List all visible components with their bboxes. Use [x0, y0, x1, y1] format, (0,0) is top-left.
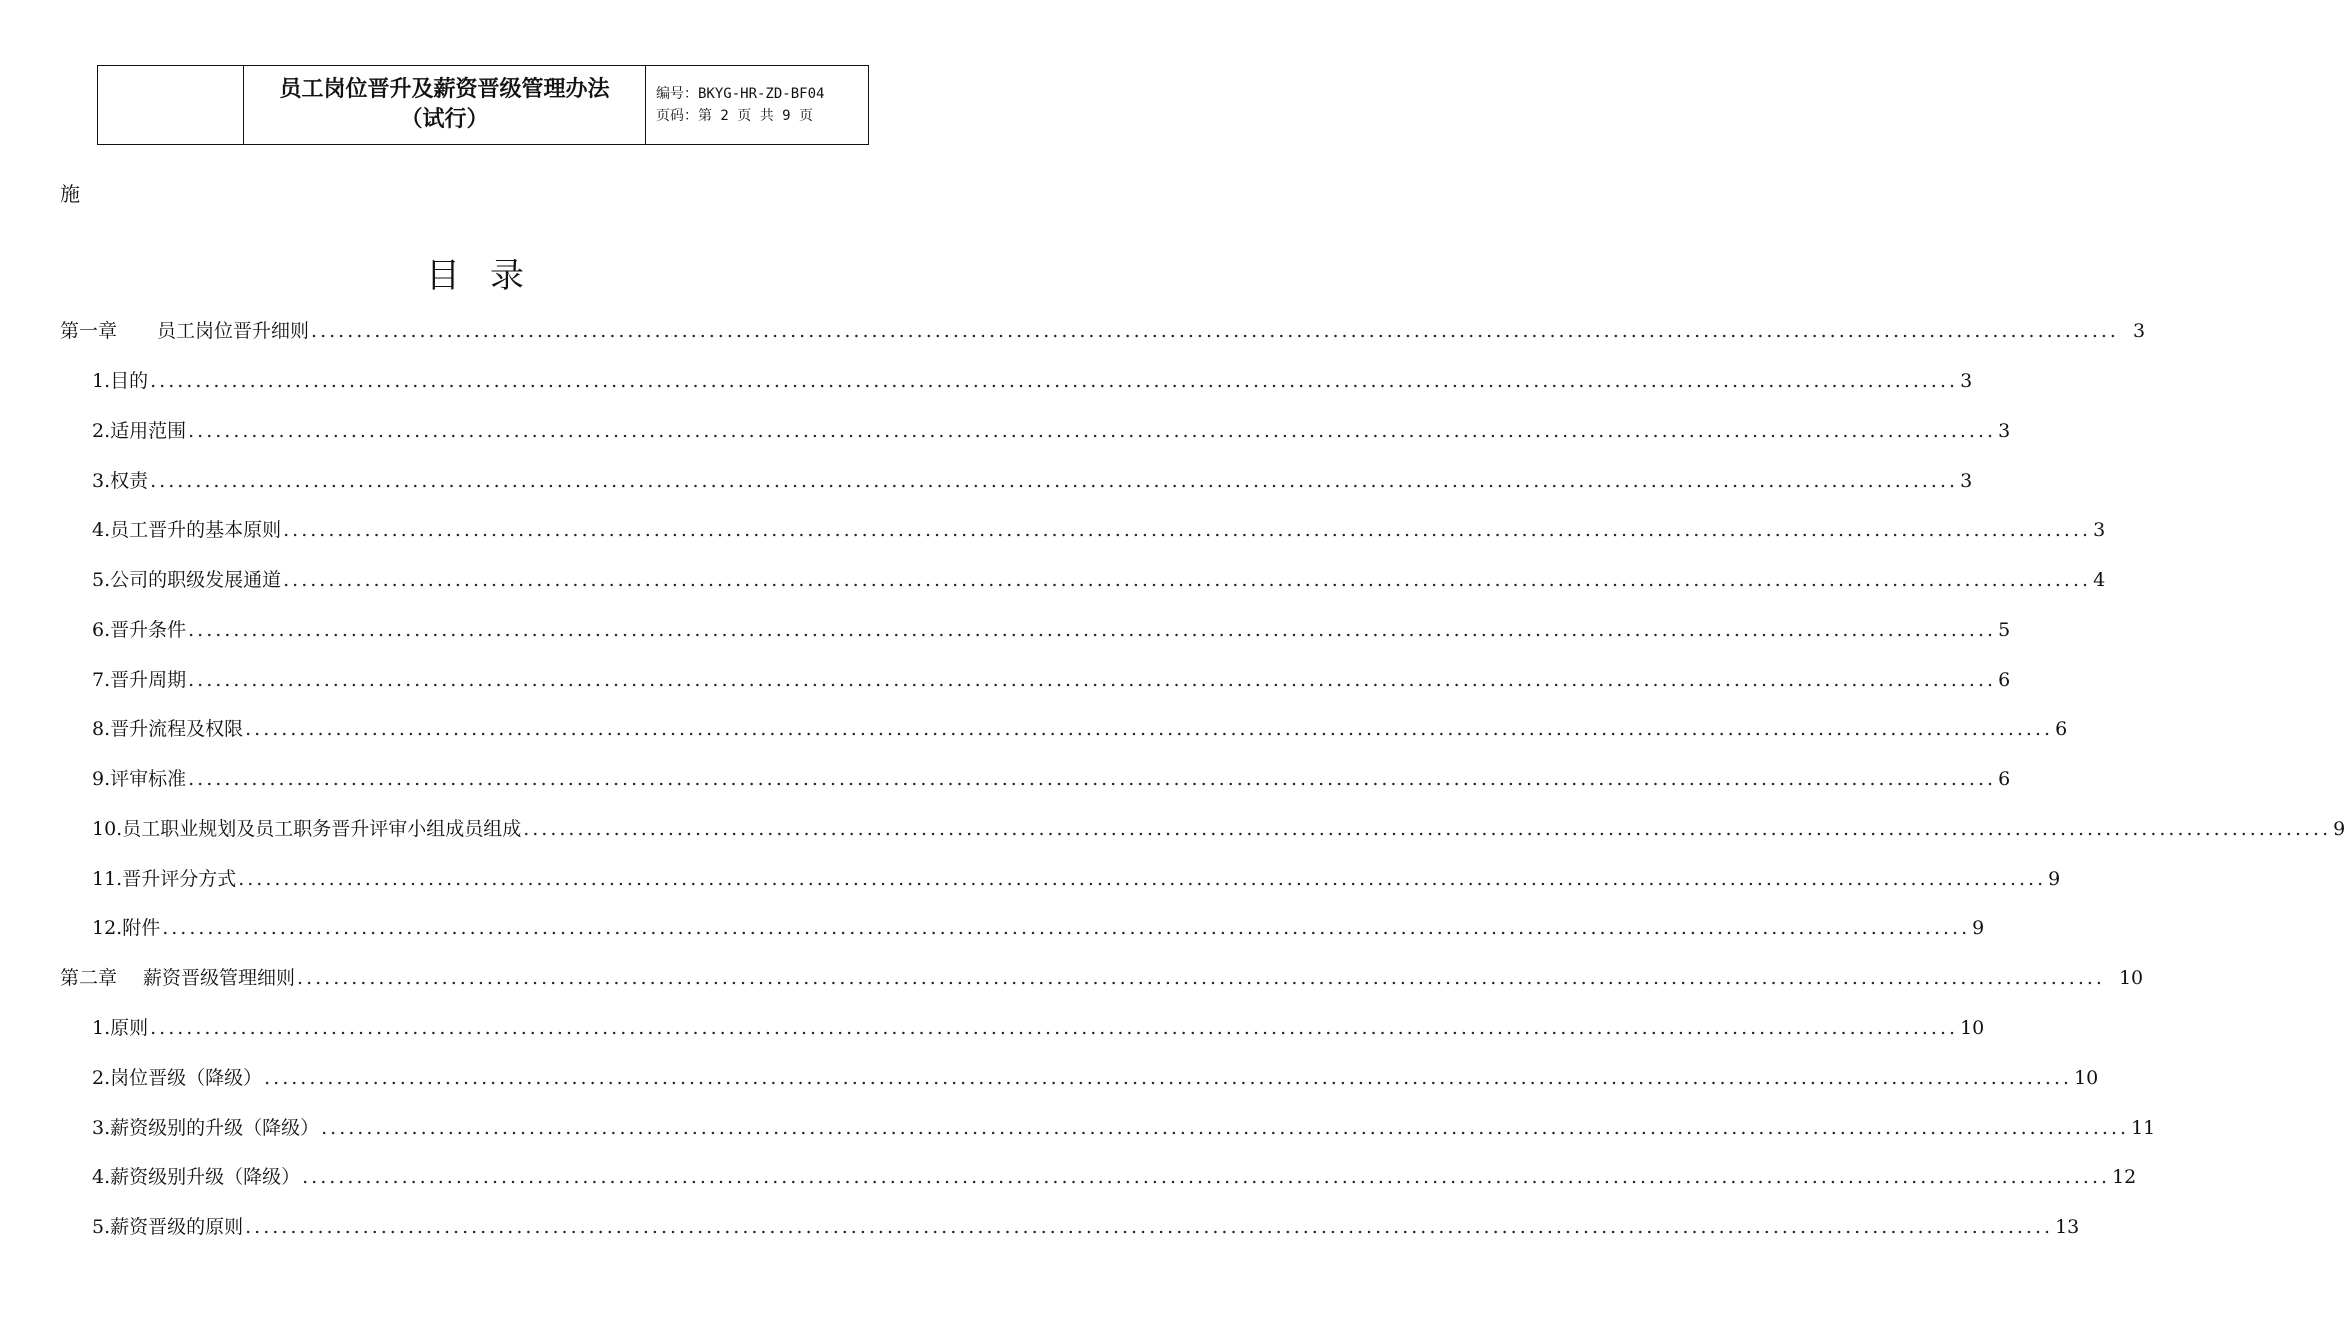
- toc-entry[interactable]: [92, 366, 1973, 396]
- toc-leader-dots: ........................................................................................................................................................................................................: [283, 519, 2092, 541]
- toc-page-number: 6: [2055, 718, 2068, 740]
- toc-leader-dots: ........................................................................................................................................................................................................: [264, 1067, 2073, 1089]
- toc-chapter-1[interactable]: [60, 316, 2146, 346]
- toc-leader-dots: ........................................................................................................................................................................................................: [245, 718, 2054, 740]
- toc-entry-label: 6.晋升条件: [92, 619, 187, 641]
- toc-entry[interactable]: [92, 466, 1973, 496]
- toc-page-number: 5: [1998, 619, 2011, 641]
- toc-page-number: 3: [1960, 370, 1973, 392]
- toc-entry[interactable]: [92, 714, 2068, 744]
- toc-page-number: 10: [1960, 1017, 1985, 1039]
- toc-entry[interactable]: [92, 814, 2345, 844]
- toc-entry-label: 10.员工职业规划及员工职务晋升评审小组成员组成: [92, 818, 522, 840]
- toc-entry-label: 5.公司的职级发展通道: [92, 569, 282, 591]
- toc-entry-label: 7.晋升周期: [92, 669, 187, 691]
- toc-chapter-label: 第一章: [60, 320, 118, 342]
- toc-entry[interactable]: [92, 864, 2061, 894]
- toc-entry[interactable]: [92, 565, 2106, 595]
- toc-entry-label: 4.薪资级别升级（降级）: [92, 1166, 301, 1188]
- toc-chapter-title: 薪资晋级管理细则: [143, 967, 296, 989]
- toc-entry-label: 4.员工晋升的基本原则: [92, 519, 282, 541]
- toc-page-number: 9: [1972, 917, 1985, 939]
- toc-entry-label: 2.适用范围: [92, 420, 187, 442]
- toc-title: 目录: [426, 256, 554, 296]
- toc-page-number: 3: [1960, 470, 1973, 492]
- toc-leader-dots: ........................................................................................................................................................................................................: [162, 917, 1971, 939]
- toc-leader-dots: ........................................................................................................................................................................................................: [188, 619, 1997, 641]
- toc-leader-dots: ........................................................................................................................................................................................................: [150, 1017, 1959, 1039]
- toc-page-number: 3: [2132, 320, 2146, 342]
- toc-entry[interactable]: [92, 764, 2011, 794]
- toc-leader-dots: ........................................................................................................................................................................................................: [150, 470, 1959, 492]
- toc-page-number: 9: [2333, 818, 2345, 840]
- toc-leader-dots: ........................................................................................................................................................................................................: [321, 1117, 2130, 1139]
- toc-entry[interactable]: [92, 416, 2011, 446]
- toc-entry[interactable]: [92, 615, 2011, 645]
- page-info: 页码：第 2 页 共 9 页: [656, 108, 814, 124]
- toc-page-number: 6: [1998, 669, 2011, 691]
- document-title-line2: （试行）: [400, 107, 489, 132]
- document-title-line1: 员工岗位晋升及薪资晋级管理办法: [279, 77, 610, 102]
- toc-page-number: 3: [1998, 420, 2011, 442]
- toc-page-number: 3: [2093, 519, 2106, 541]
- toc-entry[interactable]: [92, 913, 1985, 943]
- toc-page-number: 10: [2074, 1067, 2099, 1089]
- toc-page-number: 13: [2055, 1216, 2080, 1238]
- toc-leader-dots: ........................................................................................................................................................................................................: [188, 669, 1997, 691]
- toc-leader-dots: ........................................................................................................................................................................................................: [238, 868, 2047, 890]
- logo-cell: [98, 66, 244, 144]
- toc-entry[interactable]: [92, 1162, 2137, 1192]
- toc-entry-label: 5.薪资晋级的原则: [92, 1216, 244, 1238]
- stray-text: 施: [60, 182, 80, 206]
- toc-entry[interactable]: [92, 1013, 1985, 1043]
- toc-entry-label: 3.薪资级别的升级（降级）: [92, 1117, 320, 1139]
- toc-entry-label: 1.目的: [92, 370, 149, 392]
- toc-page-number: 6: [1998, 768, 2011, 790]
- toc-leader-dots: ........................................................................................................................................................................................................: [188, 420, 1997, 442]
- toc-entry-label: 12.附件: [92, 917, 161, 939]
- toc-entry-label: 9.评审标准: [92, 768, 187, 790]
- toc-entry[interactable]: [92, 665, 2011, 695]
- toc-leader-dots: ........................................................................................................................................................................................................: [311, 320, 2119, 342]
- document-header-table: [97, 65, 869, 145]
- toc-leader-dots: ........................................................................................................................................................................................................: [150, 370, 1959, 392]
- toc-leader-dots: ........................................................................................................................................................................................................: [283, 569, 2092, 591]
- toc-entry-label: 2.岗位晋级（降级）: [92, 1067, 263, 1089]
- toc-leader-dots: ........................................................................................................................................................................................................: [297, 967, 2105, 989]
- toc-entry[interactable]: [92, 515, 2106, 545]
- toc-leader-dots: ........................................................................................................................................................................................................: [523, 818, 2332, 840]
- toc-entry[interactable]: [92, 1063, 2099, 1093]
- toc-chapter-title: 员工岗位晋升细则: [157, 320, 310, 342]
- document-code: 编号：BKYG-HR-ZD-BF04: [656, 86, 825, 102]
- toc-page-number: 4: [2093, 569, 2106, 591]
- toc-chapter-label: 第二章: [60, 967, 118, 989]
- toc-leader-dots: ........................................................................................................................................................................................................: [302, 1166, 2111, 1188]
- toc-page-number: 9: [2048, 868, 2061, 890]
- toc-entry-label: 3.权责: [92, 470, 149, 492]
- toc-page-number: 10: [2118, 967, 2144, 989]
- toc-chapter-2[interactable]: [60, 963, 2144, 993]
- toc-entry[interactable]: [92, 1212, 2080, 1242]
- toc-entry-label: 1.原则: [92, 1017, 149, 1039]
- toc-entry-label: 11.晋升评分方式: [92, 868, 237, 890]
- toc-leader-dots: ........................................................................................................................................................................................................: [188, 768, 1997, 790]
- toc-leader-dots: ........................................................................................................................................................................................................: [245, 1216, 2054, 1238]
- document-meta: [646, 66, 868, 144]
- document-title: [244, 66, 646, 144]
- toc-entry-label: 8.晋升流程及权限: [92, 718, 244, 740]
- toc-entry[interactable]: [92, 1113, 2156, 1143]
- toc-page-number: 12: [2112, 1166, 2137, 1188]
- toc-page-number: 11: [2131, 1117, 2156, 1139]
